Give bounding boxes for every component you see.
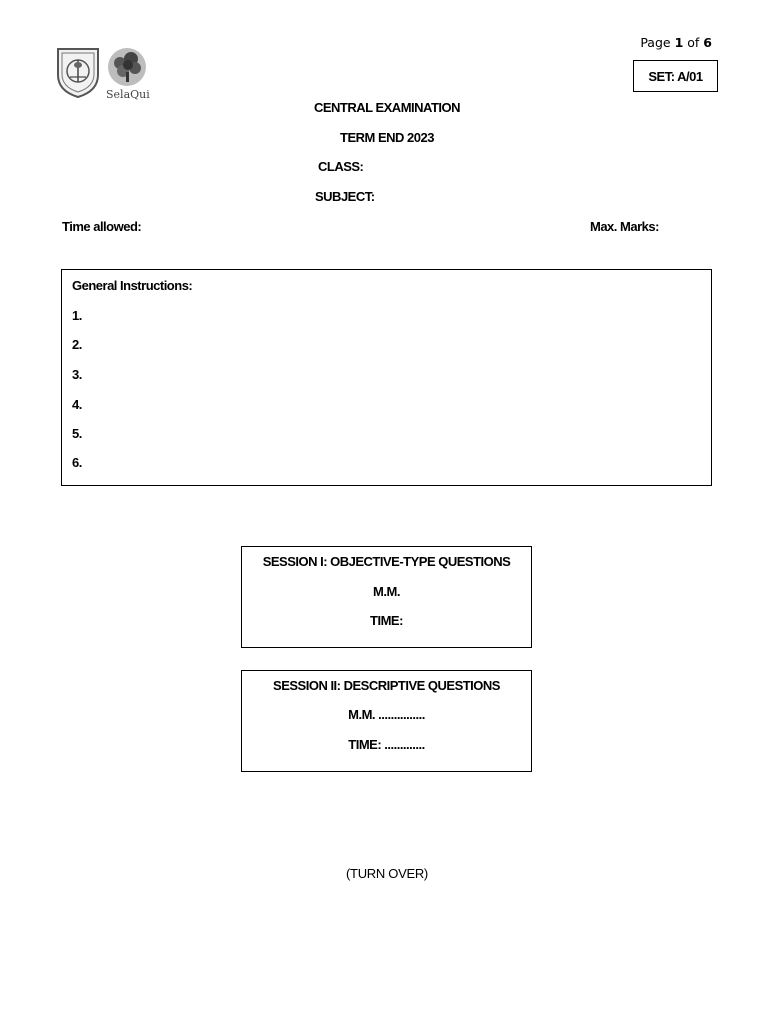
subject-label: SUBJECT: <box>315 189 375 204</box>
session-2-marks: M.M. ............... <box>348 707 425 722</box>
set-code: SET: A/01 <box>648 68 703 84</box>
session-2-title: SESSION II: DESCRIPTIVE QUESTIONS <box>273 678 500 693</box>
instruction-item: 2. <box>72 337 82 352</box>
instructions-heading: General Instructions: <box>72 278 193 293</box>
exam-title: CENTRAL EXAMINATION <box>313 100 461 115</box>
session-2-time: TIME: ............. <box>348 737 425 752</box>
instruction-item: 4. <box>72 397 82 412</box>
page-number: Page 1 of 6 <box>640 35 712 50</box>
school-crest-icon <box>54 45 102 104</box>
class-label: CLASS: <box>318 159 364 174</box>
set-code-box <box>633 60 718 92</box>
turn-over-note: (TURN OVER) <box>346 866 428 881</box>
session-1-title: SESSION I: OBJECTIVE-TYPE QUESTIONS <box>262 554 511 569</box>
session-2-box <box>241 670 532 772</box>
instruction-item: 5. <box>72 426 82 441</box>
school-logo-text: SelaQui <box>106 88 150 101</box>
instruction-item: 3. <box>72 367 82 382</box>
term-title: TERM END 2023 <box>340 130 434 145</box>
general-instructions-box <box>61 269 712 486</box>
session-1-marks: M.M. <box>373 584 400 599</box>
time-allowed-label: Time allowed: <box>62 219 142 234</box>
instruction-item: 6. <box>72 455 82 470</box>
tree-emblem-icon <box>104 46 150 91</box>
max-marks-label: Max. Marks: <box>590 219 659 234</box>
session-1-box <box>241 546 532 648</box>
session-1-time: TIME: <box>370 613 403 628</box>
instruction-item: 1. <box>72 308 82 323</box>
